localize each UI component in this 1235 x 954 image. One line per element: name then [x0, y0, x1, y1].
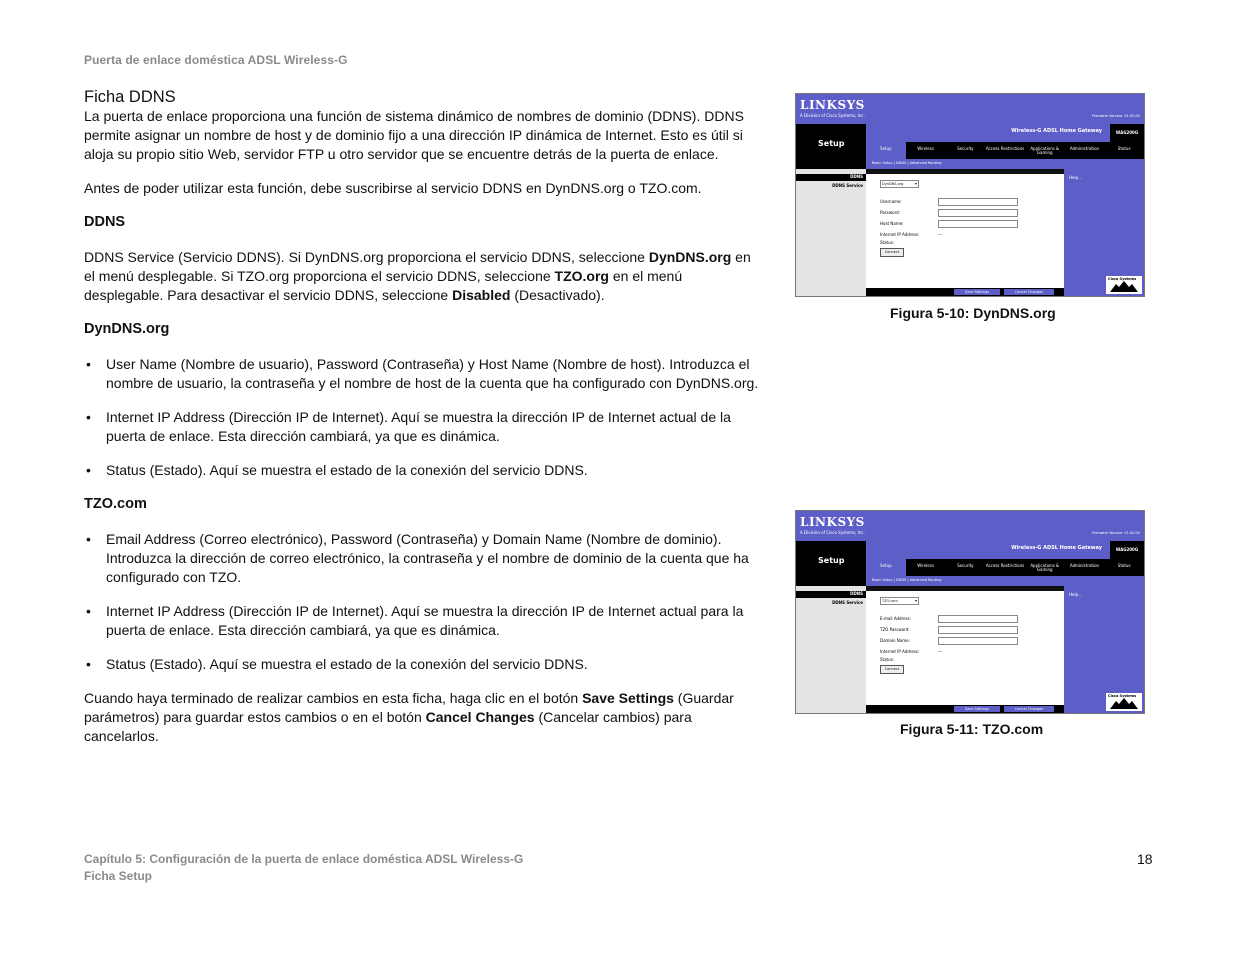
tab-security[interactable]: Security: [957, 146, 974, 151]
product-name: Wireless-G ADSL Home Gateway: [1011, 545, 1102, 551]
main-text-column: [84, 88, 764, 761]
list-item: • Status (Estado). Aquí se muestra el estado de la conexión del servicio DDNS.: [84, 461, 764, 480]
footer-section: Ficha Setup: [84, 869, 153, 883]
main-tabs: [866, 559, 1144, 576]
sub-tabs[interactable]: Basic Setup | DDNS | Advanced Routing: [866, 159, 1144, 169]
tab-access-restrictions[interactable]: Access Restrictions: [985, 146, 1025, 151]
router-top-bar: [796, 94, 1144, 124]
logo-tagline: A Division of Cisco Systems, Inc.: [800, 530, 865, 535]
form-area: [866, 586, 1064, 705]
list-item: • Status (Estado). Aquí se muestra el estado de la conexión del servicio DDNS.: [84, 655, 764, 674]
figure-caption: Figura 5-11: TZO.com: [900, 721, 1044, 737]
tab-wireless[interactable]: Wireless: [917, 146, 934, 151]
setup-band: [796, 541, 866, 586]
running-header: Puerta de enlace doméstica ADSL Wireless-G: [84, 53, 348, 67]
host-name-field[interactable]: [938, 220, 1018, 228]
cisco-logo: Cisco Systems: [1106, 693, 1142, 711]
ddns-service-label: DDNS Service: [832, 183, 863, 188]
left-label-column: [796, 586, 866, 713]
closing-paragraph: Cuando haya terminado de realizar cambios en esta ficha, haga clic en el botón Save Settings (Guardar parámetros) para guardar estos cambios o en el botón Cancel Changes (Cancelar cambios) para cancelarlos.: [84, 690, 734, 744]
list-item: • Internet IP Address (Dirección IP de Internet). Aquí se muestra la dirección IP de Internet actual para la puerta de enlace. Esta dirección cambiará, ya que es dinámica.: [84, 602, 764, 640]
firmware-version: Firmware Version: V1.00.00: [1091, 531, 1140, 535]
internet-ip-label: Internet IP Address:: [880, 649, 920, 654]
save-settings-button[interactable]: Save Settings: [954, 706, 1000, 712]
running-footer: [84, 851, 523, 885]
internet-ip-value: ---: [938, 649, 943, 654]
status-label: Status:: [880, 240, 895, 245]
left-label-column: [796, 169, 866, 296]
footer-chapter: Capítulo 5: Configuración de la puerta de enlace doméstica ADSL Wireless-G: [84, 852, 524, 866]
help-link[interactable]: Help...: [1069, 175, 1082, 180]
section-label: DDNS: [796, 174, 866, 181]
list-item: • Email Address (Correo electrónico), Password (Contraseña) y Domain Name (Nombre de dominio). Introduzca la dirección de correo electrónico, la contraseña y el nombre de dominio de la cuenta que ha configurado con TZO.: [84, 530, 764, 587]
tab-security[interactable]: Security: [957, 563, 974, 568]
sub-tabs[interactable]: Basic Setup | DDNS | Advanced Routing: [866, 576, 1144, 586]
list-item: • Internet IP Address (Dirección IP de Internet). Aquí se muestra la dirección IP de Internet actual de la puerta de enlace. Esta dirección cambiará, ya que es dinámica.: [84, 408, 764, 446]
help-column: [1064, 169, 1144, 296]
email-field[interactable]: [938, 615, 1018, 623]
cancel-changes-button[interactable]: Cancel Changes: [1004, 706, 1054, 712]
intro-paragraph: La puerta de enlace proporciona una función de sistema dinámico de nombres de dominio (DDNS). DDNS permite asignar un nombre de host y de dominio fijo a una dirección IP dinámica de Internet. Esto es útil si aloja su propio sitio Web, servidor FTP u otro servidor que se encuentre detrás de la puerta de enlace.: [84, 108, 744, 162]
tab-wireless[interactable]: Wireless: [917, 563, 934, 568]
product-name: Wireless-G ADSL Home Gateway: [1011, 128, 1102, 134]
tzo-bullet-list: [84, 530, 764, 674]
tab-status[interactable]: Status: [1117, 146, 1131, 151]
field-label: Host Name:: [880, 221, 904, 226]
cisco-bridge-icon: [1106, 693, 1142, 711]
field-label: Username:: [880, 199, 902, 204]
username-field[interactable]: [938, 198, 1018, 206]
section-label: DDNS: [796, 591, 866, 598]
tab-access-restrictions[interactable]: Access Restrictions: [985, 563, 1025, 568]
cisco-logo: Cisco Systems: [1106, 276, 1142, 294]
tab-applications-gaming[interactable]: Applications & Gaming: [1030, 563, 1060, 572]
internet-ip-value: ---: [938, 232, 943, 237]
figure-tzo-screenshot: [795, 510, 1145, 714]
product-bar: [866, 541, 1144, 559]
tab-status[interactable]: Status: [1117, 563, 1131, 568]
domain-name-field[interactable]: [938, 637, 1018, 645]
router-top-bar: [796, 511, 1144, 541]
tab-administration[interactable]: Administration: [1069, 146, 1100, 151]
ddns-service-select[interactable]: DynDNS.org ▾: [880, 180, 919, 188]
page-number: 18: [1137, 851, 1153, 867]
product-bar: [866, 124, 1144, 142]
field-label: E-mail Address:: [880, 616, 912, 621]
form-footer-bar: [866, 288, 1064, 296]
model-number: WAG200G: [1110, 124, 1144, 142]
status-label: Status:: [880, 657, 895, 662]
list-item: • User Name (Nombre de usuario), Password (Contraseña) y Host Name (Nombre de host). Introduzca el nombre de usuario, la contraseña y el nombre de host de la cuenta que ha configurado con DynDNS.org.: [84, 355, 764, 393]
firmware-version: Firmware Version: V1.00.00: [1091, 114, 1140, 118]
field-label: Password:: [880, 210, 901, 215]
ddns-service-label: DDNS Service: [832, 600, 863, 605]
tab-administration[interactable]: Administration: [1069, 563, 1100, 568]
model-number: WAG200G: [1110, 541, 1144, 559]
connect-button[interactable]: Connect: [880, 248, 904, 257]
field-label: TZO Password:: [880, 627, 910, 632]
intro-paragraph-2: Antes de poder utilizar esta función, debe suscribirse al servicio DDNS en DynDNS.org o TZO.com.: [84, 180, 702, 196]
cisco-bridge-icon: [1106, 276, 1142, 294]
setup-label: Setup: [818, 556, 845, 565]
linksys-logo: LINKSYS: [800, 98, 865, 112]
ddns-heading: DDNS: [84, 214, 126, 230]
figure-dyndns-screenshot: [795, 93, 1145, 297]
setup-label: Setup: [818, 139, 845, 148]
linksys-logo: LINKSYS: [800, 515, 865, 529]
tab-applications-gaming[interactable]: Applications & Gaming: [1030, 146, 1060, 155]
tzo-heading: TZO.com: [84, 496, 147, 512]
form-footer-bar: [866, 705, 1064, 713]
section-title: Ficha DDNS: [84, 88, 176, 106]
setup-band: [796, 124, 866, 169]
internet-ip-label: Internet IP Address:: [880, 232, 920, 237]
field-label: Domain Name:: [880, 638, 910, 643]
cancel-changes-button[interactable]: Cancel Changes: [1004, 289, 1054, 295]
save-settings-button[interactable]: Save Settings: [954, 289, 1000, 295]
main-tabs: [866, 142, 1144, 159]
tab-setup[interactable]: Setup: [866, 142, 906, 159]
dyndns-bullet-list: [84, 355, 764, 480]
help-column: [1064, 586, 1144, 713]
help-link[interactable]: Help...: [1069, 592, 1082, 597]
figure-caption: Figura 5-10: DynDNS.org: [890, 305, 1056, 321]
tzo-password-field[interactable]: [938, 626, 1018, 634]
ddns-service-select[interactable]: TZO.com ▾: [880, 597, 919, 605]
ddns-paragraph: DDNS Service (Servicio DDNS). Si DynDNS.org proporciona el servicio DDNS, seleccione DynDNS.org en el menú desplegable. Si TZO.org proporciona el servicio DDNS, seleccione TZO.org en el menú desplegable. Para desactivar el servicio DDNS, seleccione Disabled (Desactivado).: [84, 249, 751, 303]
connect-button[interactable]: Connect: [880, 665, 904, 674]
password-field[interactable]: [938, 209, 1018, 217]
form-area: [866, 169, 1064, 288]
logo-tagline: A Division of Cisco Systems, Inc.: [800, 113, 865, 118]
dyndns-heading: DynDNS.org: [84, 321, 170, 337]
tab-setup[interactable]: Setup: [866, 559, 906, 576]
